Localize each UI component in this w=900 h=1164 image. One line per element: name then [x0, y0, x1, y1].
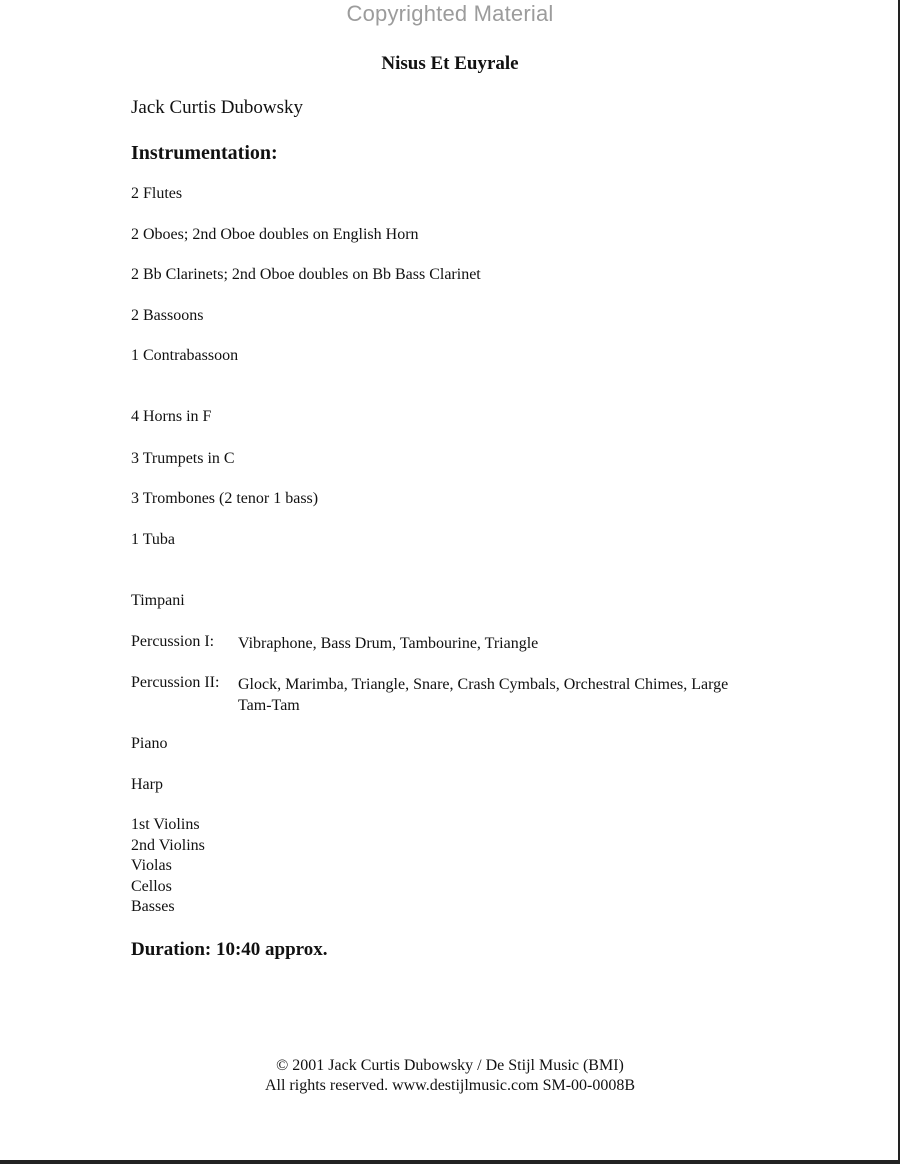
percussion-2-label: Percussion II:: [131, 674, 220, 691]
duration: Duration: 10:40 approx.: [131, 939, 328, 960]
page-bottom-border: [0, 1160, 900, 1164]
footer-copyright: © 2001 Jack Curtis Dubowsky / De Stijl Music (BMI): [276, 1057, 624, 1074]
instrument-basses: Basses: [131, 898, 175, 915]
instrument-violins-1: 1st Violins: [131, 816, 200, 833]
percussion-1-list: Vibraphone, Bass Drum, Tambourine, Triangle: [238, 635, 539, 652]
page-title: Nisus Et Euyrale: [381, 53, 519, 74]
instrument-clarinets: 2 Bb Clarinets; 2nd Oboe doubles on Bb Bass Clarinet: [131, 266, 481, 283]
instrument-oboes: 2 Oboes; 2nd Oboe doubles on English Horn: [131, 226, 419, 243]
instrument-timpani: Timpani: [131, 592, 185, 609]
instrument-tuba: 1 Tuba: [131, 531, 176, 548]
instrument-violas: Violas: [131, 857, 172, 874]
footer: [0, 1056, 900, 1096]
percussion-1-label: Percussion I:: [131, 633, 215, 650]
instrument-piano: Piano: [131, 735, 168, 752]
copyright-watermark: Copyrighted Material: [346, 1, 554, 26]
instrument-bassoons: 2 Bassoons: [131, 307, 204, 324]
instrument-trombones: 3 Trombones (2 tenor 1 bass): [131, 490, 319, 507]
instrument-cellos: Cellos: [131, 877, 172, 895]
instrument-harp: Harp: [131, 776, 163, 793]
instrument-contrabassoon: 1 Contrabassoon: [131, 347, 239, 364]
percussion-2-list: Glock, Marimba, Triangle, Snare, Crash Cymbals, Orchestral Chimes, Large Tam-Tam: [238, 676, 729, 714]
percussion-1: [131, 633, 758, 654]
instrument-horns: 4 Horns in F: [131, 408, 212, 425]
composer-name: Jack Curtis Dubowsky: [131, 97, 304, 118]
strings-list: [131, 815, 205, 918]
instrumentation-heading: Instrumentation:: [131, 142, 278, 164]
instrument-trumpets: 3 Trumpets in C: [131, 450, 235, 467]
instrument-flutes: 2 Flutes: [131, 185, 183, 202]
footer-rights: All rights reserved. www.destijlmusic.com SM-00-0008B: [264, 1077, 636, 1094]
instrument-violins-2: 2nd Violins: [131, 836, 205, 854]
percussion-2: [131, 674, 758, 716]
